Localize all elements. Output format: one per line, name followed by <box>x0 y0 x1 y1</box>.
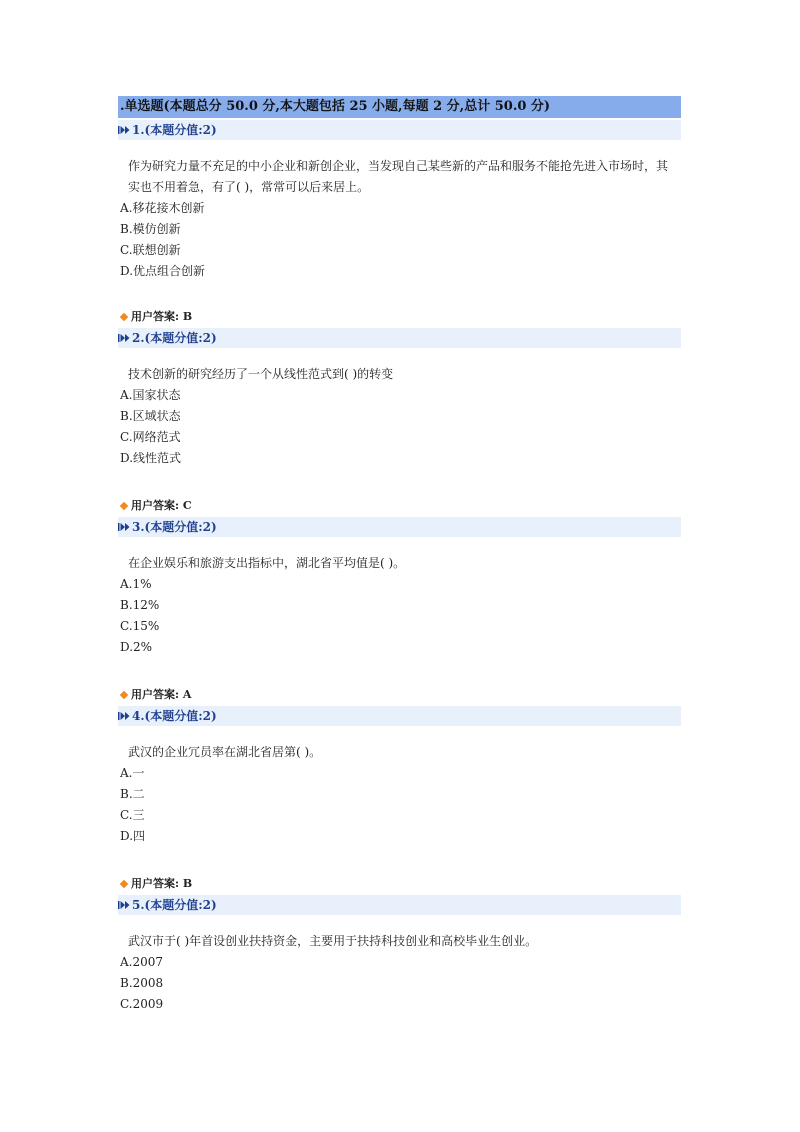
question-header-label: 1.(本题分值:2) <box>132 123 217 137</box>
option-b: B.区域状态 <box>120 409 181 423</box>
double-arrow-icon <box>118 900 131 910</box>
answer-row <box>118 874 681 894</box>
option-c: C.三 <box>120 808 145 822</box>
option-b: B.2008 <box>120 976 164 990</box>
option-c: C.联想创新 <box>120 243 181 257</box>
question-block <box>118 895 681 1015</box>
option-a: A.1% <box>120 577 152 591</box>
section-title: .单选题(本题总分 50.0 分,本大题包括 25 小题,每题 2 分,总计 50.0 分) <box>118 96 681 118</box>
question-text: 武汉市于( )年首设创业扶持资金，主要用于扶持科技创业和高校毕业生创业。 <box>128 934 538 948</box>
question-header <box>118 517 681 537</box>
option-d: D.优点组合创新 <box>120 264 206 278</box>
question-text: 作为研究力量不充足的中小企业和新创企业，当发现自己某些新的产品和服务不能抢先进入市场时，其实也不用着急，有了( )，常常可以后来居上。 <box>128 159 669 194</box>
option-c: C.15% <box>120 619 160 633</box>
question-header-label: 2.(本题分值:2) <box>132 331 217 345</box>
question-block <box>118 328 681 469</box>
question-block <box>118 120 681 282</box>
option-c: C.2009 <box>120 997 164 1011</box>
option-d: D.四 <box>120 829 146 843</box>
option-d: D.2% <box>120 640 153 654</box>
question-block <box>118 706 681 847</box>
double-arrow-icon <box>118 333 131 343</box>
option-a: A.移花接木创新 <box>120 201 205 215</box>
diamond-bullet-icon <box>120 502 128 510</box>
user-answer: 用户答案: A <box>131 688 192 701</box>
answer-row <box>118 496 681 516</box>
question-header-label: 5.(本题分值:2) <box>132 898 217 912</box>
double-arrow-icon <box>118 522 131 532</box>
question-header <box>118 120 681 140</box>
question-header <box>118 328 681 348</box>
user-answer: 用户答案: B <box>131 877 193 890</box>
user-answer: 用户答案: B <box>131 310 193 323</box>
question-header <box>118 706 681 726</box>
option-a: A.国家状态 <box>120 388 181 402</box>
option-a: A.一 <box>120 766 145 780</box>
question-header-label: 4.(本题分值:2) <box>132 709 217 723</box>
question-text: 技术创新的研究经历了一个从线性范式到( )的转变 <box>128 367 394 381</box>
diamond-bullet-icon <box>120 880 128 888</box>
option-b: B.模仿创新 <box>120 222 181 236</box>
option-c: C.网络范式 <box>120 430 181 444</box>
question-header <box>118 895 681 915</box>
question-header-label: 3.(本题分值:2) <box>132 520 217 534</box>
double-arrow-icon <box>118 711 131 721</box>
diamond-bullet-icon <box>120 313 128 321</box>
option-b: B.12% <box>120 598 160 612</box>
question-block <box>118 517 681 658</box>
diamond-bullet-icon <box>120 691 128 699</box>
question-text: 武汉的企业冗员率在湖北省居第( )。 <box>128 745 322 759</box>
option-b: B.二 <box>120 787 145 801</box>
answer-row <box>118 685 681 705</box>
option-d: D.线性范式 <box>120 451 182 465</box>
option-a: A.2007 <box>120 955 164 969</box>
answer-row <box>118 307 681 327</box>
double-arrow-icon <box>118 125 131 135</box>
user-answer: 用户答案: C <box>131 499 192 512</box>
question-text: 在企业娱乐和旅游支出指标中，湖北省平均值是( )。 <box>128 556 406 570</box>
